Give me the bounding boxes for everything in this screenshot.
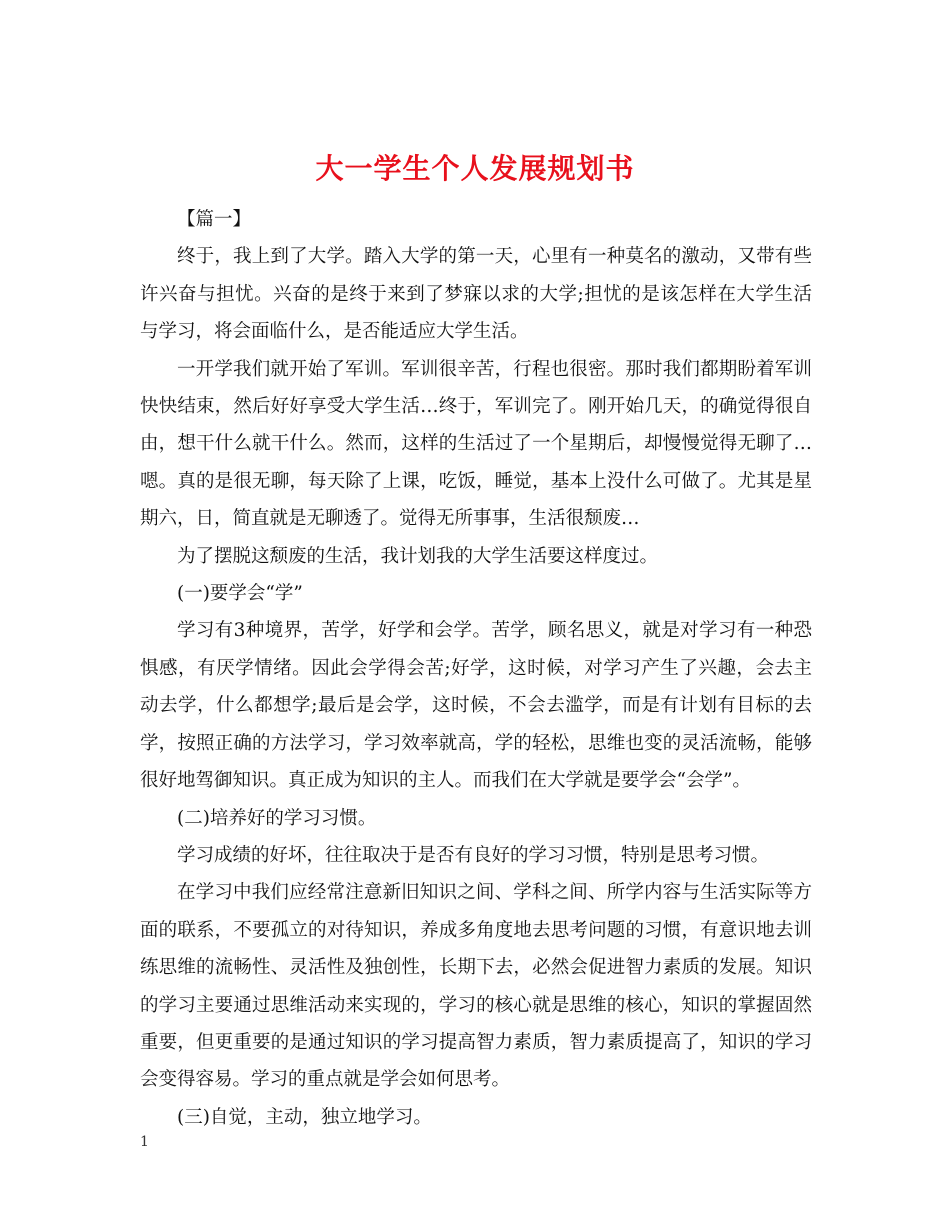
paragraph: 学习有3种境界，苦学，好学和会学。苦学，顾名思义，就是对学习有一种恐惧感，有厌学情绪。因此会学得会苦;好学，这时候，对学习产生了兴趣，会去主动去学，什么都想学;最后是会学，这时候，不会去滥学，而是有计划有目标的去学，按照正确的方法学习，学习效率就高，学的轻松，思维也变的灵活流畅，能够很好地驾御知识。真正成为知识的主人。而我们在大学就是要学会“会学”。 — [140, 620, 812, 792]
paragraph: 一开学我们就开始了军训。军训很辛苦，行程也很密。那时我们都期盼着军训快快结束，然后好好享受大学生活…终于，军训完了。刚开始几天，的确觉得很自由，想干什么就干什么。然而，这样的生活过了一个星期后，却慢慢觉得无聊了…嗯。真的是很无聊，每天除了上课，吃饭，睡觉，基本上没什么可做了。尤其是星期六，日，简直就是无聊透了。觉得无所事事，生活很颓废… — [140, 358, 812, 530]
subheading: (一)要学会“学” — [177, 583, 303, 605]
section-heading: 【篇一】 — [177, 209, 252, 230]
paragraph: 学习成绩的好坏，往往取决于是否有良好的学习习惯，特别是思考习惯。 — [177, 844, 770, 866]
subheading: (二)培养好的学习习惯。 — [177, 807, 377, 829]
paragraph: 为了摆脱这颓废的生活，我计划我的大学生活要这样度过。 — [177, 545, 659, 567]
page-number: 1 — [140, 1134, 149, 1150]
subheading: (三)自觉，主动，独立地学习。 — [177, 1106, 432, 1128]
page-title: 大一学生个人发展规划书 — [315, 151, 635, 185]
document-body — [140, 201, 812, 1136]
paragraph: 终于，我上到了大学。踏入大学的第一天，心里有一种莫名的激动，又带有些许兴奋与担忧。兴奋的是终于来到了梦寐以求的大学;担忧的是该怎样在大学生活与学习，将会面临什么，是否能适应大学生活。 — [140, 246, 812, 343]
paragraph: 在学习中我们应经常注意新旧知识之间、学科之间、所学内容与生活实际等方面的联系，不要孤立的对待知识，养成多角度地去思考问题的习惯，有意识地去训练思维的流畅性、灵活性及独创性，长期下去，必然会促进智力素质的发展。知识的学习主要通过思维活动来实现的，学习的核心就是思维的核心，知识的掌握固然重要，但更重要的是通过知识的学习提高智力素质，智力素质提高了，知识的学习会变得容易。学习的重点就是学会如何思考。 — [140, 882, 812, 1091]
